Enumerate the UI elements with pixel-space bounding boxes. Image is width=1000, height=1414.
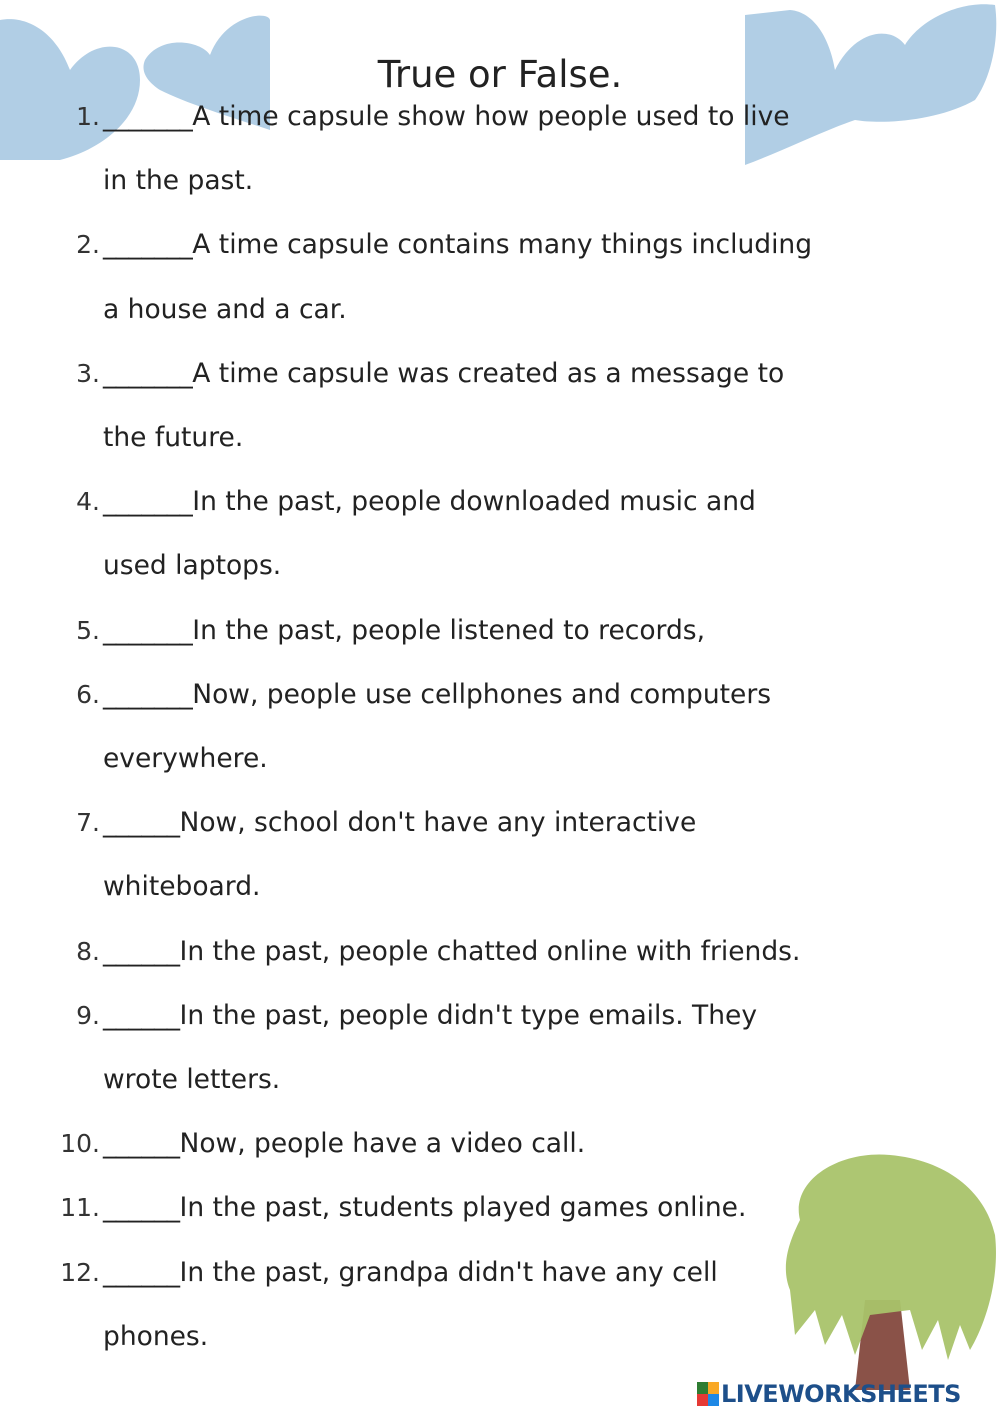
question-number: 2.	[76, 230, 100, 260]
question-first-line	[0, 984, 1000, 1048]
question-first-line	[0, 920, 1000, 984]
question-text: whiteboard.	[103, 871, 261, 903]
question-text: a house and a car.	[103, 293, 347, 325]
question-first-line	[0, 1176, 1000, 1240]
question-text: in the past.	[103, 165, 254, 197]
question-text: Now, people have a video call.	[179, 1128, 586, 1160]
question-text: Now, people use cellphones and computers	[192, 678, 772, 710]
question-text: A time capsule was created as a message to	[192, 357, 785, 389]
question-number: 5.	[76, 615, 100, 645]
question-item	[0, 1176, 1000, 1240]
answer-blank[interactable]: _______	[103, 101, 193, 132]
question-item	[0, 1112, 1000, 1176]
question-text: In the past, people listened to records,	[192, 614, 706, 646]
question-item	[0, 984, 1000, 1112]
question-text: In the past, people downloaded music and	[192, 486, 756, 518]
question-first-line	[0, 599, 1000, 663]
question-number: 9.	[76, 1000, 100, 1030]
question-item	[0, 791, 1000, 919]
question-first-line	[0, 791, 1000, 855]
question-item	[0, 1241, 1000, 1369]
answer-blank[interactable]: ______	[103, 935, 180, 967]
question-continuation-line	[0, 149, 1000, 213]
question-text: wrote letters.	[103, 1064, 281, 1096]
question-first-line	[0, 1241, 1000, 1305]
question-number: 4.	[76, 487, 100, 517]
question-number: 1.	[76, 102, 100, 131]
answer-blank[interactable]: ______	[103, 807, 180, 839]
question-text: everywhere.	[103, 743, 268, 775]
answer-blank[interactable]: ______	[103, 1192, 180, 1224]
answer-blank[interactable]: ______	[103, 1128, 180, 1160]
answer-blank[interactable]: _______	[103, 229, 193, 261]
question-item	[0, 663, 1000, 791]
question-continuation-line	[0, 406, 1000, 470]
question-text: A time capsule contains many things including	[192, 229, 813, 261]
answer-blank[interactable]: _______	[103, 357, 193, 389]
answer-blank[interactable]: _______	[103, 678, 193, 710]
question-text: A time capsule show how people used to live	[192, 101, 790, 132]
question-continuation-line	[0, 534, 1000, 598]
question-text: In the past, students played games online.	[179, 1192, 747, 1224]
question-text: Now, school don't have any interactive	[179, 807, 697, 839]
question-number: 7.	[76, 808, 100, 838]
question-first-line	[0, 342, 1000, 406]
question-number: 6.	[76, 679, 100, 709]
question-item	[0, 342, 1000, 470]
question-continuation-line	[0, 1048, 1000, 1112]
question-continuation-line	[0, 278, 1000, 342]
question-text: In the past, people chatted online with friends.	[179, 935, 801, 967]
question-first-line	[0, 663, 1000, 727]
question-number: 8.	[76, 936, 100, 966]
question-text: the future.	[103, 422, 244, 454]
question-first-line	[0, 470, 1000, 534]
question-first-line	[0, 1112, 1000, 1176]
brand-name: LIVEWORKSHEETS	[721, 1380, 961, 1408]
question-text: used laptops.	[103, 550, 282, 582]
question-item	[0, 599, 1000, 663]
answer-blank[interactable]: _______	[103, 486, 193, 518]
question-item	[0, 920, 1000, 984]
question-continuation-line	[0, 1305, 1000, 1369]
question-text: In the past, grandpa didn't have any cell	[179, 1256, 718, 1288]
question-list	[0, 85, 1000, 1369]
question-number: 12.	[60, 1257, 100, 1287]
question-first-line	[0, 85, 1000, 149]
answer-blank[interactable]: _______	[103, 614, 193, 646]
question-number: 3.	[76, 358, 100, 388]
question-continuation-line	[0, 855, 1000, 919]
question-continuation-line	[0, 727, 1000, 791]
question-item	[0, 85, 1000, 213]
question-item	[0, 470, 1000, 598]
liveworksheets-brand	[697, 1379, 961, 1409]
page-title: True or False.	[377, 52, 623, 96]
question-text: phones.	[103, 1320, 209, 1352]
question-text: In the past, people didn't type emails. They	[179, 999, 758, 1031]
question-number: 10.	[60, 1129, 100, 1159]
answer-blank[interactable]: ______	[103, 1256, 180, 1288]
question-item	[0, 213, 1000, 341]
question-number: 11.	[60, 1193, 100, 1223]
question-first-line	[0, 213, 1000, 277]
answer-blank[interactable]: ______	[103, 999, 180, 1031]
liveworksheets-logo-icon	[697, 1382, 719, 1406]
